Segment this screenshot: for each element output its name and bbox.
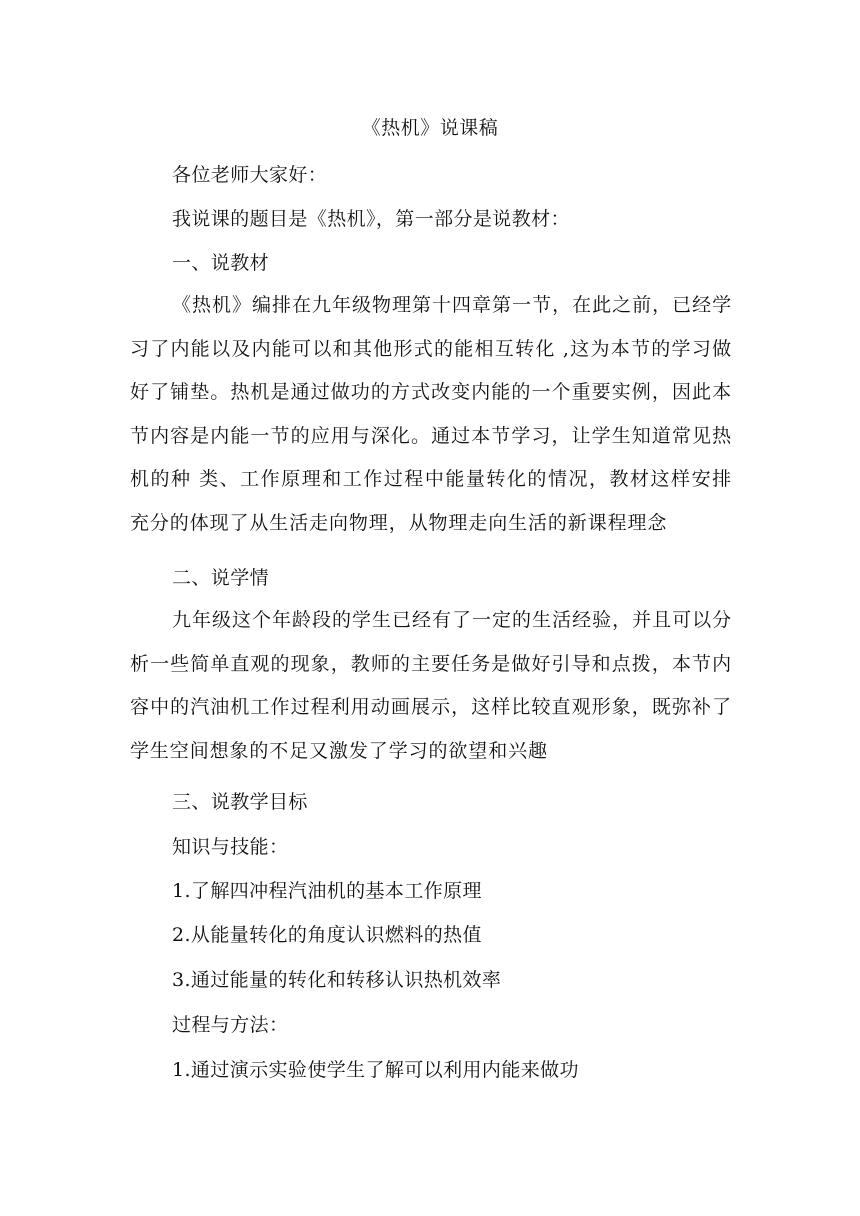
list-item: 3.通过能量的转化和转移认识热机效率 [172,969,502,991]
section-heading-objectives: 三、说教学目标 [172,791,308,813]
list-item: 2.从能量转化的角度认识燃料的热值 [172,924,482,946]
section-body-students: 九年级这个年龄段的学生已经有了一定的生活经验，并且可以分析一些简单直观的现象，教师的主要任务是做好引导和点拨，本节内容中的汽油机工作过程利用动画展示，这样比较直观形象，既弥补了学生空间想象的不足又激发了学习的欲望和兴趣 [130,609,732,762]
section-body-textbook: 《热机》编排在九年级物理第十四章第一节，在此之前，已经学习了内能以及内能可以和其他形式的能相互转化 ,这为本节的学习做好了铺垫。热机是通过做功的方式改变内能的一个重要实例，因此本节内容是内能一节的应用与深化。通过本节学习，让学生知道常见热机的种 类、工作原理和工作过程中能量转化的情况，教材这样安排充分的体现了从生活走向物理，从物理走向生活的新课程理念 [130,294,732,534]
list-item: 1.了解四冲程汽油机的基本工作原理 [172,880,482,902]
section-heading-textbook: 一、说教材 [172,252,270,274]
greeting-line: 各位老师大家好： [172,164,328,186]
intro-line: 我说课的题目是《热机》，第一部分是说教材： [172,208,570,230]
list-item: 1.通过演示实验使学生了解可以利用内能来做功 [172,1059,579,1081]
subheading-process-methods: 过程与方法： [172,1014,289,1036]
document-title: 《热机》说课稿 [361,117,499,139]
subheading-knowledge-skills: 知识与技能： [172,836,289,858]
section-heading-students: 二、说学情 [172,567,270,589]
